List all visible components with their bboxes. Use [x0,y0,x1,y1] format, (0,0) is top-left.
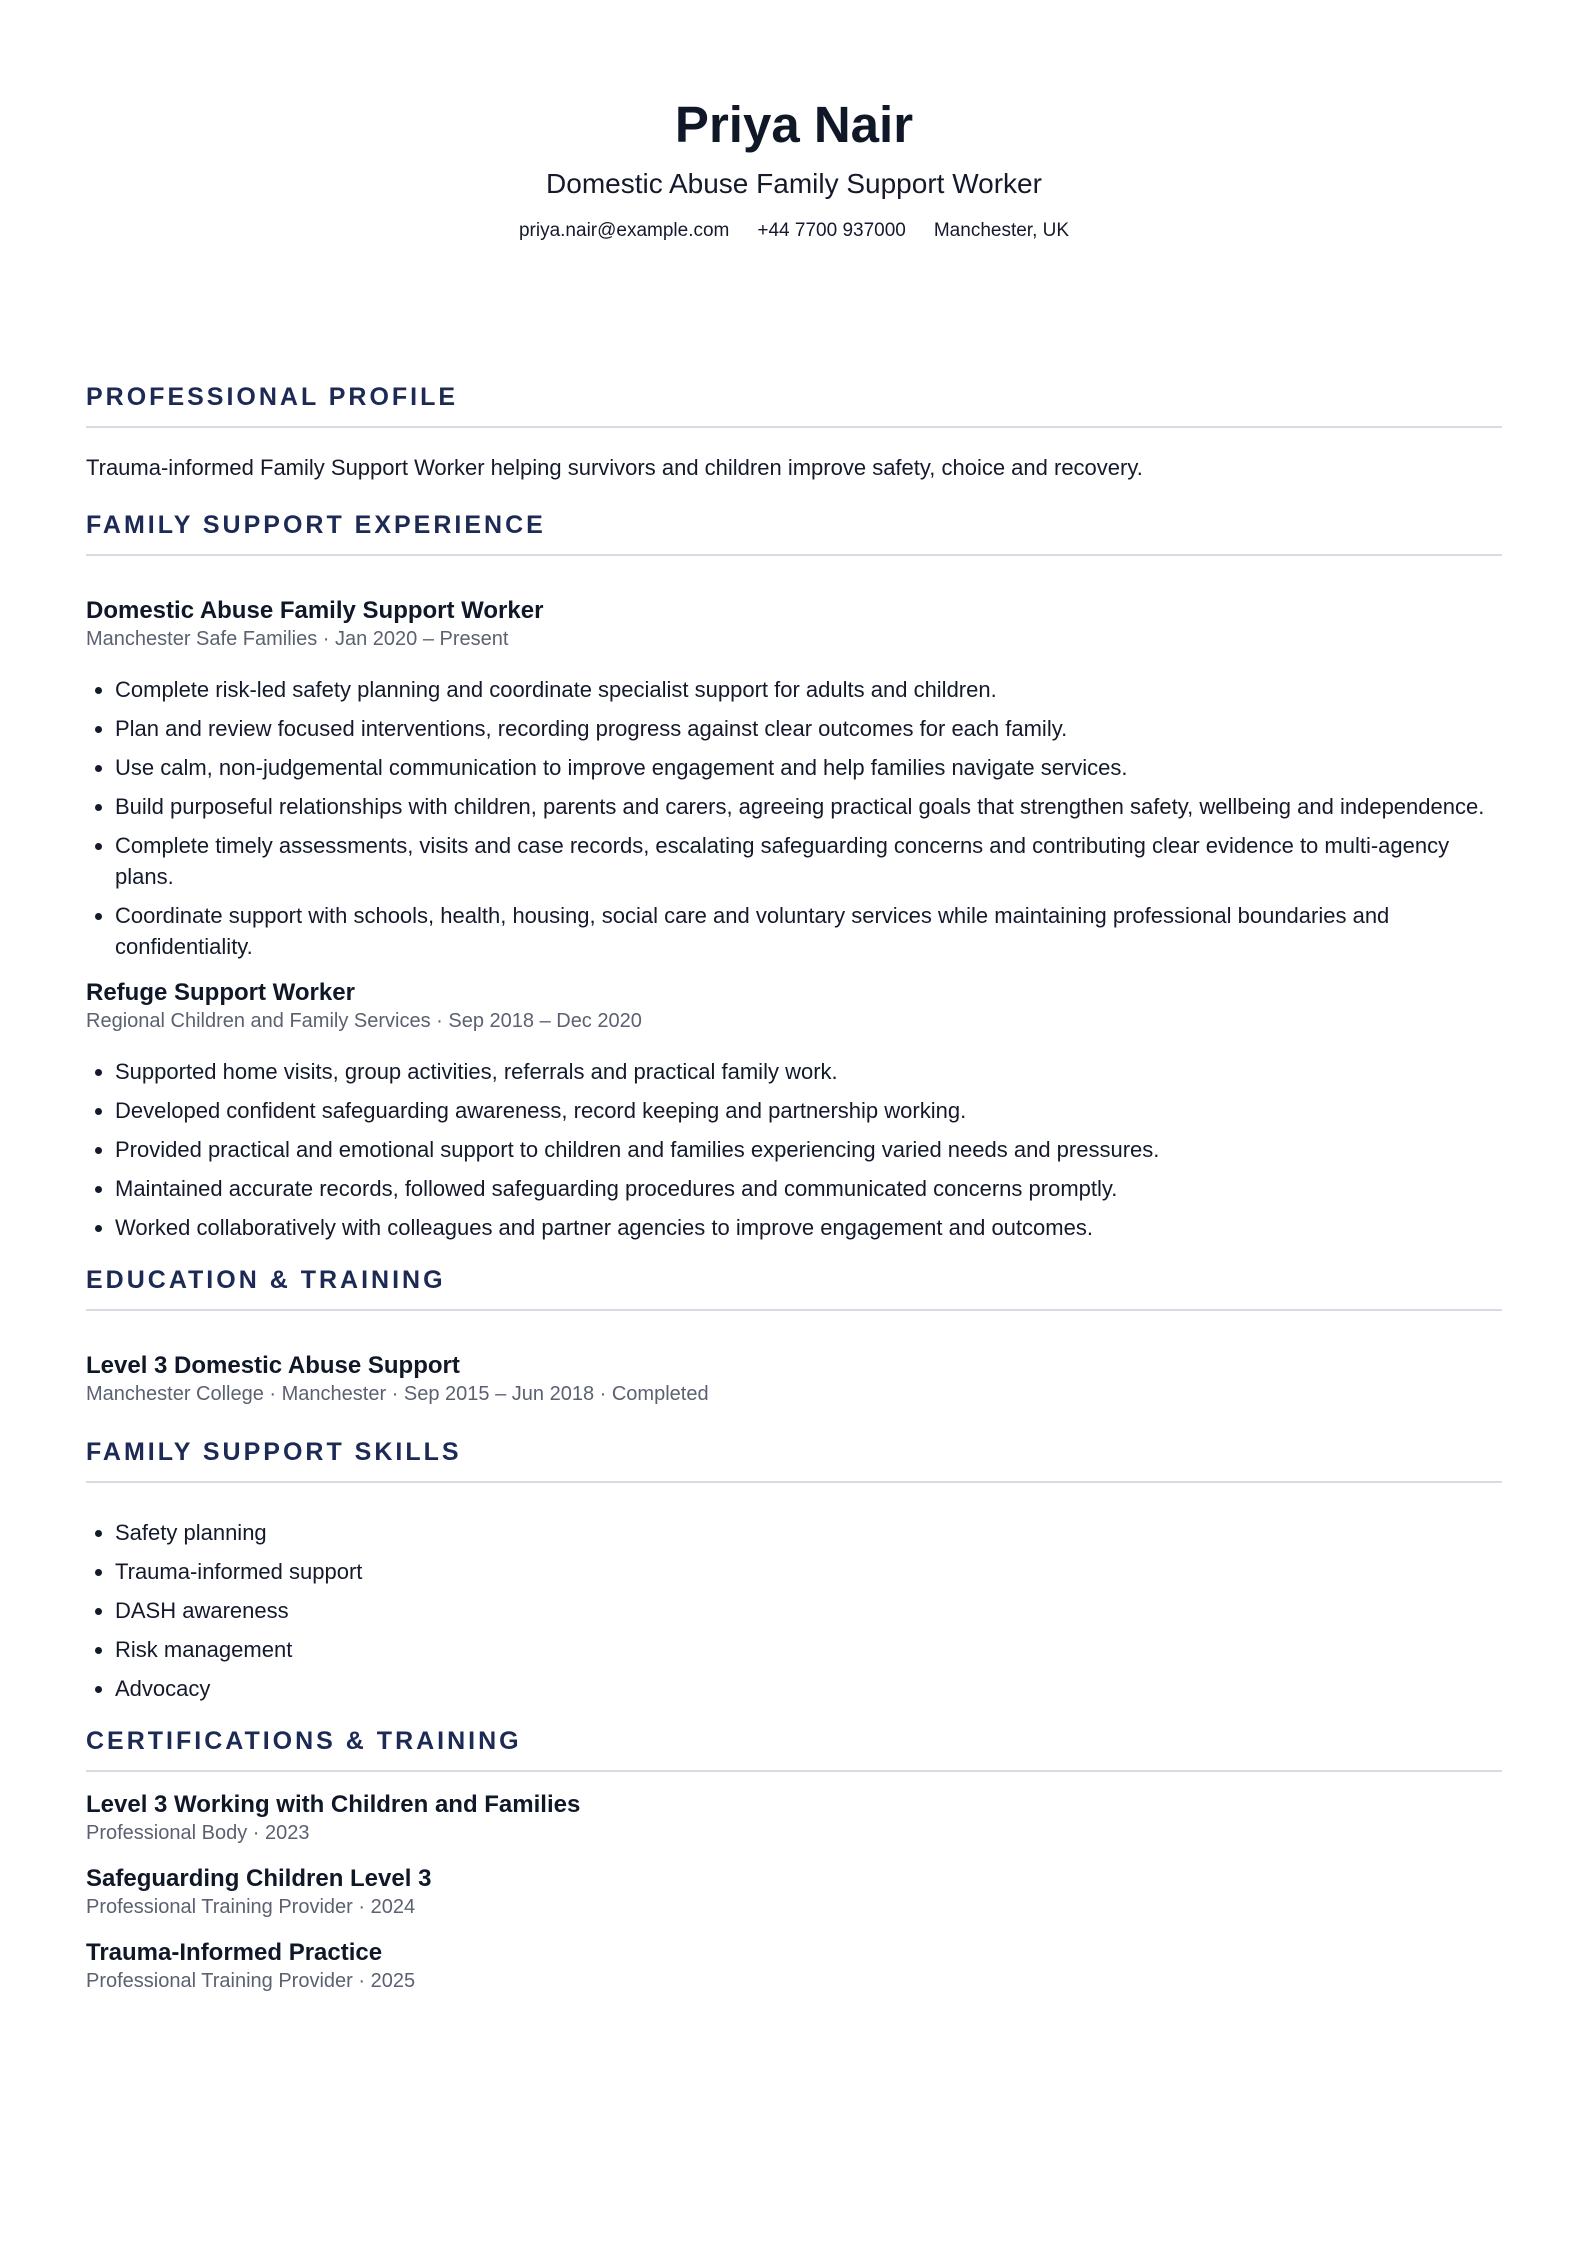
certifications-section [86,1726,1502,1994]
job-bullet: • Provided practical and emotional support to children and families experiencing varied needs and pressures. [115,1134,1502,1165]
resume-header [86,0,1502,243]
job-meta: Manchester Safe Families · Jan 2020 – Present [86,628,509,650]
job-meta: Regional Children and Family Services · Sep 2018 – Dec 2020 [86,1010,642,1032]
job-bullet: • Complete risk-led safety planning and coordinate specialist support for adults and children. [115,674,1502,705]
contact-location: Manchester, UK [933,220,1070,241]
skill-item: • Advocacy [115,1673,1502,1704]
education-entry [86,1351,1502,1407]
job-bullet: • Supported home visits, group activities, referrals and practical family work. [115,1056,1502,1087]
certifications-heading: CERTIFICATIONS & TRAINING [86,1726,1502,1772]
candidate-name: Priya Nair [674,96,914,153]
experience-section [86,510,1502,1243]
education-heading: EDUCATION & TRAINING [86,1265,1502,1311]
cert-entry [86,1938,1502,1994]
skills-list [86,1517,1502,1704]
education-title: Level 3 Domestic Abuse Support [86,1352,460,1379]
contact-email[interactable]: priya.nair@example.com [518,220,730,241]
cert-meta: Professional Body · 2023 [86,1822,310,1844]
skill-item: • Trauma-informed support [115,1556,1502,1587]
job-bullet: • Coordinate support with schools, health, housing, social care and voluntary services while maintaining professional boundaries and confidentiality. [115,900,1502,962]
cert-title: Safeguarding Children Level 3 [86,1865,432,1892]
job-bullet: • Complete timely assessments, visits and case records, escalating safeguarding concerns and contributing clear evidence to multi-agency plans. [115,830,1502,892]
job-bullets [86,1056,1502,1243]
job-entry [86,978,1502,1243]
profile-heading: PROFESSIONAL PROFILE [86,382,1502,428]
job-bullet: • Worked collaboratively with colleagues and partner agencies to improve engagement and outcomes. [115,1212,1502,1243]
profile-section [86,382,1502,482]
job-bullet: • Use calm, non-judgemental communication to improve engagement and help families navigate services. [115,752,1502,783]
contact-line [86,219,1502,243]
cert-title: Trauma-Informed Practice [86,1939,383,1966]
skill-item: • Risk management [115,1634,1502,1665]
candidate-title: Domestic Abuse Family Support Worker [546,168,1042,199]
job-bullet: • Developed confident safeguarding awareness, record keeping and partnership working. [115,1095,1502,1126]
job-title: Domestic Abuse Family Support Worker [86,597,544,624]
cert-entry [86,1790,1502,1846]
cert-meta: Professional Training Provider · 2024 [86,1896,416,1918]
job-title: Refuge Support Worker [86,979,355,1006]
job-bullet: • Maintained accurate records, followed safeguarding procedures and communicated concerns promptly. [115,1173,1502,1204]
education-section [86,1265,1502,1407]
skills-heading: FAMILY SUPPORT SKILLS [86,1437,1502,1483]
cert-title: Level 3 Working with Children and Families [86,1791,581,1818]
experience-heading: FAMILY SUPPORT EXPERIENCE [86,510,1502,556]
contact-phone[interactable]: +44 7700 937000 [757,220,906,241]
skill-item: • Safety planning [115,1517,1502,1548]
job-bullet: • Build purposeful relationships with children, parents and carers, agreeing practical goals that strengthen safety, wellbeing and independence. [115,791,1502,822]
cert-entry [86,1864,1502,1920]
job-bullets [86,674,1502,962]
cert-meta: Professional Training Provider · 2025 [86,1970,416,1992]
job-entry [86,596,1502,962]
education-meta: Manchester College · Manchester · Sep 2015 – Jun 2018 · Completed [86,1383,709,1405]
job-bullet: • Plan and review focused interventions, recording progress against clear outcomes for each family. [115,713,1502,744]
profile-summary: Trauma-informed Family Support Worker helping survivors and children improve safety, choice and recovery. [86,455,1143,480]
skill-item: • DASH awareness [115,1595,1502,1626]
skills-section [86,1437,1502,1704]
